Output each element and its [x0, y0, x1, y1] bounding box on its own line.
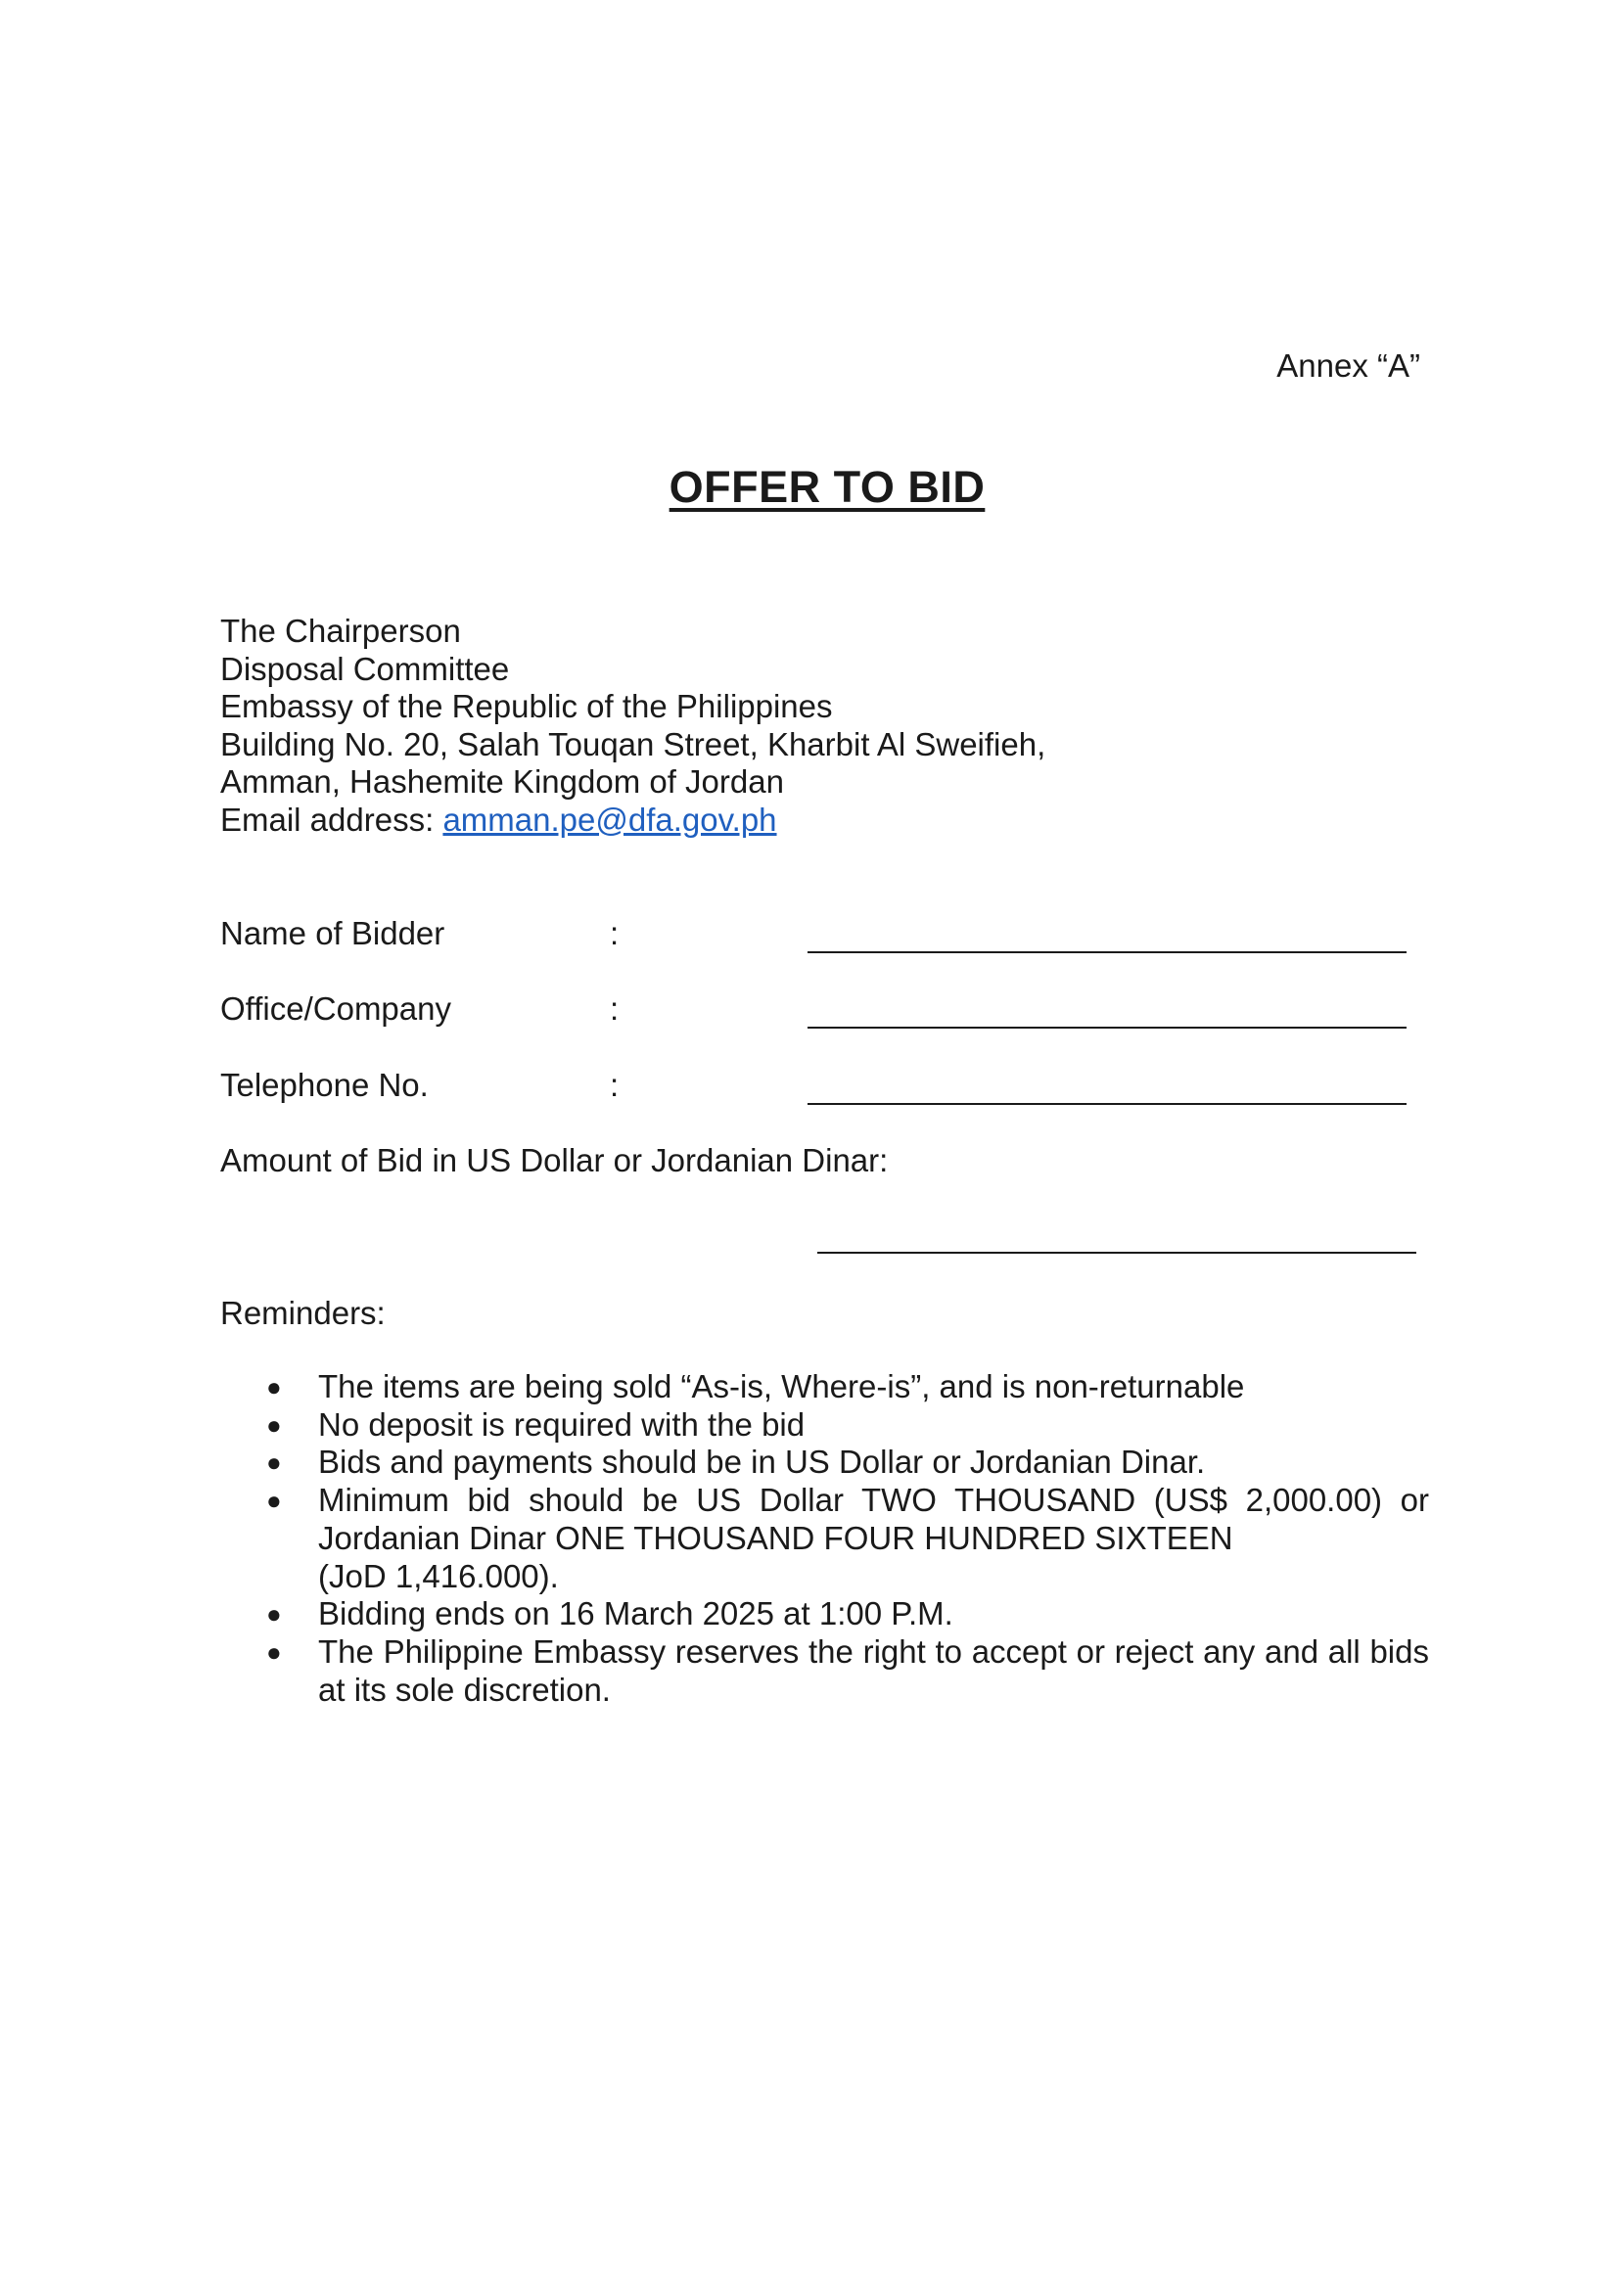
bullet-icon: ●: [266, 1636, 282, 1667]
field-colon: :: [610, 1067, 620, 1103]
field-label: Office/Company: [220, 990, 451, 1027]
email-label: Email address:: [220, 801, 443, 838]
list-item: ● The Philippine Embassy reserves the right to accept or reject any and all bids at its sole discretion.: [266, 1632, 1429, 1708]
annex-label: Annex “A”: [1276, 347, 1420, 384]
list-item: ● The items are being sold “As-is, Where-is”, and is non-returnable: [266, 1368, 1245, 1404]
address-line: Embassy of the Republic of the Philippines: [220, 688, 833, 724]
field-label: Name of Bidder: [220, 915, 445, 951]
address-line: Disposal Committee: [220, 650, 510, 687]
email-link[interactable]: amman.pe@dfa.gov.ph: [442, 801, 777, 838]
list-item: ● Bidding ends on 16 March 2025 at 1:00 P.M.: [266, 1595, 953, 1632]
recipient-address: [220, 613, 1045, 839]
reminders-list: [220, 1368, 1429, 1709]
field-label: Telephone No.: [220, 1067, 429, 1103]
address-line: The Chairperson: [220, 613, 461, 649]
field-colon: :: [610, 990, 620, 1027]
document-title: OFFER TO BID: [669, 462, 986, 512]
bullet-icon: ●: [266, 1447, 282, 1478]
field-colon: :: [610, 915, 620, 951]
office-company-blank[interactable]: [808, 1027, 1407, 1029]
field-name-of-bidder: [220, 914, 1414, 963]
amount-of-bid-blank[interactable]: [817, 1252, 1416, 1254]
address-line: Amman, Hashemite Kingdom of Jordan: [220, 763, 784, 800]
telephone-blank[interactable]: [808, 1103, 1407, 1105]
address-line: Building No. 20, Salah Touqan Street, Kharbit Al Sweifieh,: [220, 725, 1046, 762]
name-of-bidder-blank[interactable]: [808, 951, 1407, 953]
list-item: ● Minimum bid should be US Dollar TWO THOUSAND (US$ 2,000.00) or Jordanian Dinar ONE THOUSAND FOUR HUNDRED SIXTEEN (JoD 1,416.000).: [266, 1482, 1429, 1594]
email-row: [220, 802, 1045, 840]
field-telephone: [220, 1066, 1414, 1115]
amount-of-bid-label: Amount of Bid in US Dollar or Jordanian Dinar:: [220, 1142, 889, 1178]
bullet-icon: ●: [266, 1372, 282, 1401]
list-item: ● Bids and payments should be in US Dollar or Jordanian Dinar.: [266, 1444, 1206, 1481]
reminders-heading: Reminders:: [220, 1295, 386, 1331]
bullet-icon: ●: [266, 1486, 282, 1516]
bullet-icon: ●: [266, 1409, 282, 1440]
bullet-icon: ●: [266, 1599, 282, 1630]
list-item: ● No deposit is required with the bid: [266, 1405, 806, 1443]
field-office-company: [220, 989, 1414, 1038]
